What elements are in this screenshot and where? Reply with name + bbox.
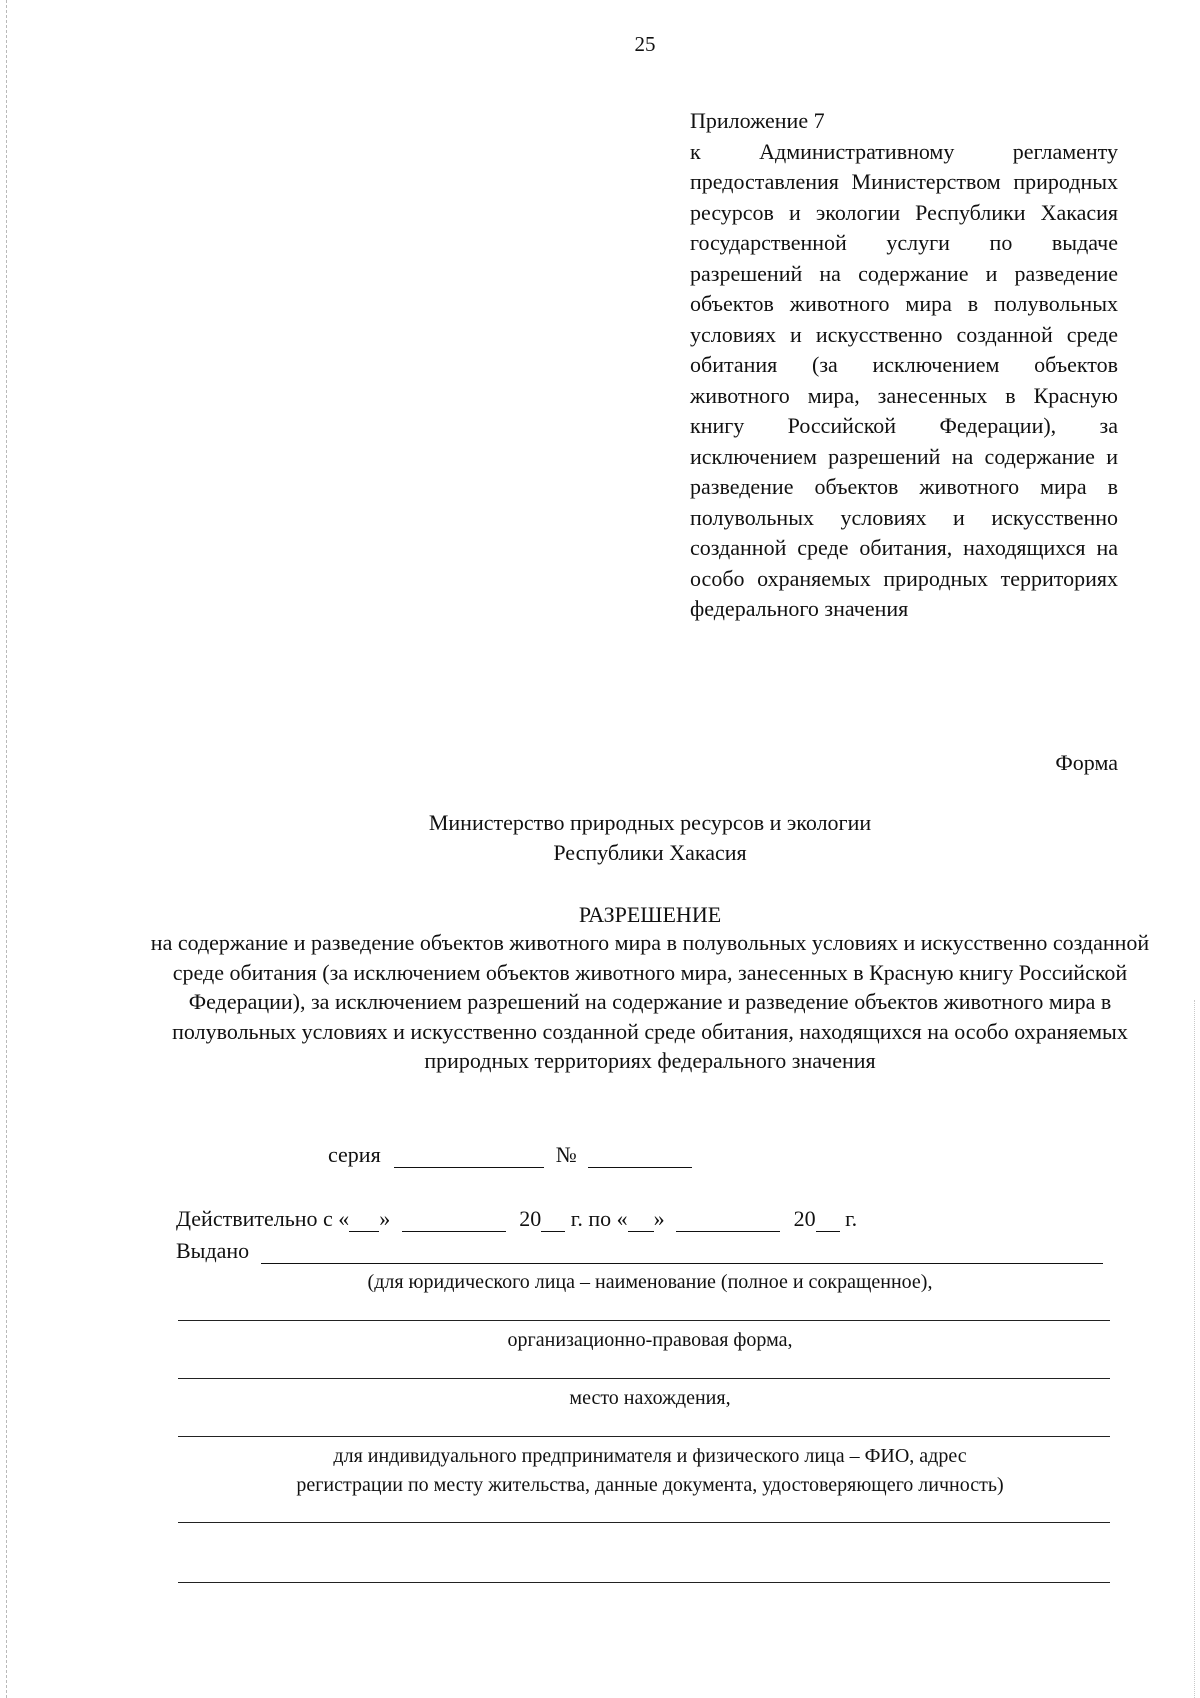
valid-to-month-field[interactable]	[676, 1209, 780, 1232]
year-suffix-to: г. по «	[570, 1206, 628, 1231]
series-label: серия	[328, 1142, 381, 1167]
valid-from-year-field[interactable]	[541, 1209, 565, 1232]
fill-line-5[interactable]	[178, 1582, 1110, 1583]
year-prefix: 20	[519, 1206, 542, 1231]
valid-from-month-field[interactable]	[402, 1209, 506, 1232]
fill-line-2[interactable]	[178, 1378, 1110, 1379]
fill-line-3[interactable]	[178, 1436, 1110, 1437]
series-row	[328, 1142, 692, 1168]
issued-to-field[interactable]	[261, 1241, 1103, 1264]
scan-edge-left	[6, 0, 8, 1698]
year-suffix-2: г.	[845, 1206, 858, 1231]
fill-line-4[interactable]	[178, 1522, 1110, 1523]
caption-individual-line-1: для индивидуального предпринимателя и физического лица – ФИО, адрес	[333, 1445, 967, 1467]
appendix-body: к Административному регламенту предоставления Министерством природных ресурсов и экологии Республики Хакасия государственной услуги по выдаче разрешений на содержание и разведение объектов животного мира в полувольных условиях и искусственно созданной среде обитания (за исключением объектов животного мира, занесенных в Красную книгу Российской Федерации), за исключением разрешений на содержание и разведение объектов животного мира в полувольных условиях и искусственно созданной среде обитания, находящихся на особо охраняемых природных территориях федерального значения	[690, 138, 1118, 621]
organization-line-1: Министерство природных ресурсов и экологии	[428, 810, 872, 835]
appendix-block	[690, 106, 1118, 625]
close-quote: »	[379, 1206, 391, 1231]
caption-individual	[150, 1442, 1150, 1500]
appendix-title: Приложение 7	[690, 108, 825, 133]
validity-row	[176, 1206, 857, 1232]
caption-org-form: организационно-правовая форма,	[507, 1329, 793, 1351]
scan-edge-right	[1194, 1000, 1196, 1698]
series-field[interactable]	[394, 1145, 544, 1168]
valid-from-label: Действительно с «	[176, 1206, 350, 1231]
form-label: Форма	[1055, 750, 1118, 775]
valid-from-day-field[interactable]	[349, 1209, 379, 1232]
year-prefix-2: 20	[793, 1206, 816, 1231]
caption-legal-entity: (для юридического лица – наименование (полное и сокращенное),	[367, 1271, 933, 1293]
number-label: №	[555, 1142, 577, 1167]
organization-block	[150, 808, 1150, 868]
valid-to-year-field[interactable]	[816, 1209, 840, 1232]
issued-row	[176, 1238, 1103, 1264]
fill-line-1[interactable]	[178, 1320, 1110, 1321]
valid-to-day-field[interactable]	[628, 1209, 654, 1232]
permit-description: на содержание и разведение объектов животного мира в полувольных условиях и искусственно созданной среде обитания (за исключением объектов животного мира, занесенных в Красную книгу Российской Федерации), за исключением разрешений на содержание и разведение объектов животного мира в полувольных условиях и искусственно созданной среде обитания, находящихся на особо охраняемых природных территориях федерального значения	[150, 930, 1150, 1073]
caption-location: место нахождения,	[569, 1387, 731, 1409]
close-quote-2: »	[653, 1206, 665, 1231]
organization-line-2: Республики Хакасия	[553, 840, 747, 865]
page-number: 25	[634, 32, 656, 56]
permit-title: РАЗРЕШЕНИЕ	[578, 902, 722, 927]
caption-individual-line-2: регистрации по месту жительства, данные документа, удостоверяющего личность)	[296, 1474, 1004, 1496]
number-field[interactable]	[588, 1145, 692, 1168]
issued-label: Выдано	[176, 1238, 250, 1263]
